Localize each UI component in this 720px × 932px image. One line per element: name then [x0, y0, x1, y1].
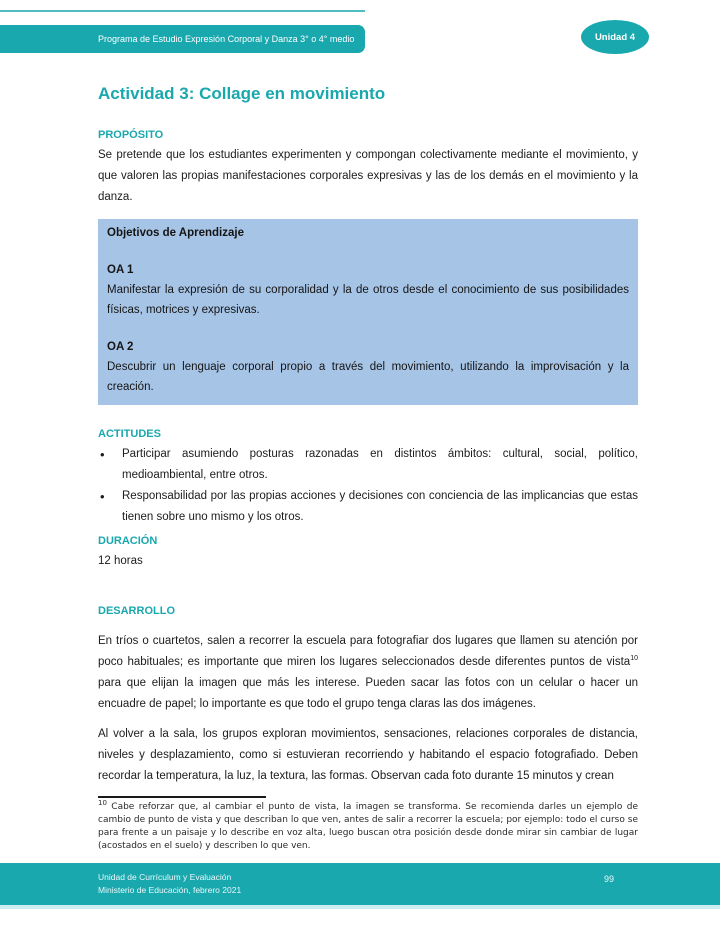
actitudes-heading: ACTITUDES — [98, 428, 161, 440]
oa2-code: OA 2 — [107, 341, 134, 353]
header-top-rule — [0, 10, 365, 12]
page-content — [98, 84, 638, 853]
program-header-label: Programa de Estudio Expresión Corporal y Danza 3° o 4° medio — [98, 34, 355, 44]
oa1-text: Manifestar la expresión de su corporalidad y la de otros desde el conocimiento de sus posibilidades físicas, motrices y expresivas. — [107, 284, 629, 316]
footnote-text: Cabe reforzar que, al cambiar el punto de vista, la imagen se transforma. Se recomienda darles un ejemplo de cambio de punto de vista y que describan lo que ven, antes de salir a recorrer la escuela; por ejemplo: todo el curso se para frente a un paisaje y lo describe en voz alta, luego buscan otra posición desde donde mirar sin cambiar de lugar (acostados en el suelo) y describen lo que ven. — [98, 802, 638, 851]
footer-ministry-line: Ministerio de Educación, febrero 2021 — [98, 885, 242, 895]
list-item — [98, 444, 638, 486]
program-header-bar — [0, 25, 365, 53]
oa1-code: OA 1 — [107, 264, 134, 276]
footer-bottom-strip — [0, 905, 720, 909]
footer-unit-line: Unidad de Currículum y Evaluación — [98, 872, 232, 882]
page-title: Actividad 3: Collage en movimiento — [98, 84, 386, 103]
footnote-separator-rule — [98, 796, 266, 798]
unit-badge-label: Unidad 4 — [594, 31, 636, 43]
duracion-value: 12 horas — [98, 555, 143, 567]
actitudes-list — [98, 444, 638, 528]
unit-badge — [581, 20, 649, 54]
list-item — [98, 486, 638, 528]
proposito-body: Se pretende que los estudiantes experimenten y compongan colectivamente mediante el movimiento, y que valoren las propias manifestaciones corporales expresivas y las de los demás en el movimiento y la danza. — [98, 149, 638, 203]
objetivos-box — [98, 219, 638, 405]
desarrollo-heading: DESARROLLO — [98, 605, 175, 617]
actitud-item-text: Responsabilidad por las propias acciones y decisiones con conciencia de las implicancias que estas tienen sobre uno mismo y los otros. — [122, 490, 638, 523]
paragraph-text: En tríos o cuartetos, salen a recorrer la escuela para fotografiar dos lugares que llamen su atención por poco habituales; es importante que miren los lugares seleccionados desde diferentes puntos de vista — [98, 635, 638, 668]
oa2-text: Descubrir un lenguaje corporal propio a través del movimiento, utilizando la improvisación y la creación. — [107, 361, 629, 393]
paragraph-text: para que elijan la imagen que más les interese. Pueden sacar las fotos con un celular o hacer un encuadre de papel; lo importante es que todo el grupo tenga claras las dos imágenes. — [98, 677, 638, 710]
footer-publisher-block — [98, 871, 241, 897]
duracion-heading: DURACIÓN — [98, 535, 158, 547]
footer-bar — [0, 863, 720, 905]
objetivos-heading: Objetivos de Aprendizaje — [107, 227, 244, 239]
desarrollo-paragraph-2: Al volver a la sala, los grupos exploran movimientos, sensaciones, relaciones corporales de distancia, niveles y desplazamiento, como si estuvieran recorriendo y habitando el espacio fotografiado. Deben recordar la temperatura, la luz, la textura, las formas. Observan cada foto durante 15 minutos y crean — [98, 728, 638, 782]
proposito-heading: PROPÓSITO — [98, 129, 164, 141]
desarrollo-paragraph-1 — [98, 631, 638, 715]
footnote — [98, 801, 638, 853]
page-number: 99 — [604, 874, 615, 884]
footnote-reference-marker: 10 — [630, 655, 638, 663]
footnote-number: 10 — [98, 799, 107, 807]
actitud-item-text: Participar asumiendo posturas razonadas en distintos ámbitos: cultural, social, político, medioambiental, entre otros. — [122, 448, 638, 481]
